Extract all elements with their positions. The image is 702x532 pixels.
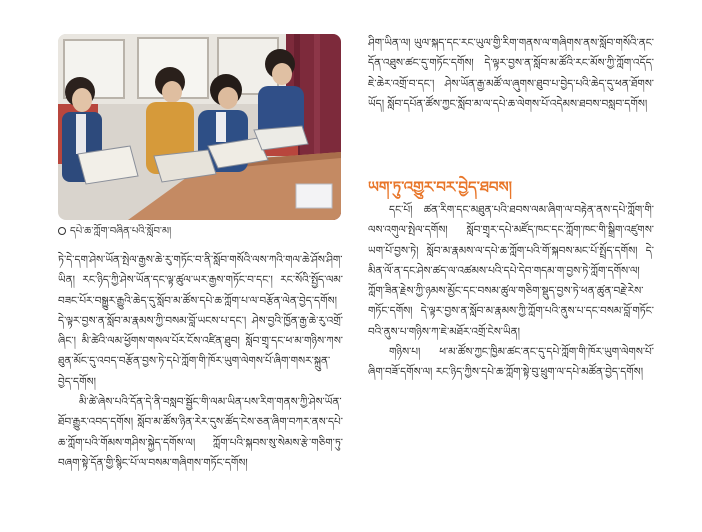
left-paragraph-1: ཏེ་དེ་དག་ཤེས་ཡོན་སྤེལ་རྒྱས་ཆེ་རུ་གཏོང་བ་ནི་སློབ་གསོའི་ལས་ཀའི་གལ་ཆེ་ཤོས་ཤིག་ཡིན། རང་ཉིད་ཀྱི་ཤེས་ཡོན་དང་ལྟ་ཚུལ་ཡར་རྒྱས་གཏོང་བ་དང་། རང་སོའི་སྤྱོད་ལམ་བཟང་པོར་བསྒྱུར་རྒྱུའི་ཆེད་དུ་སློབ་མ་ཚོས་དཔེ་ཆ་ཀློག་པ་ལ་བརྩོན་ལེན་བྱེད་དགོས། དེ་ལྟར་བྱས་ན་སློབ་མ་རྣམས་ཀྱི་བསམ་བློ་ཡངས་པ་དང་། ཤེས་བྱའི་ཁྱོན་རྒྱ་ཆེ་རུ་འགྲོ་ཞིང་། མི་ཚེའི་ལམ་ཕྱོགས་གསལ་པོར་ངོས་འཛིན་ཐུབ། སློབ་གྲྭ་དང་ཕ་མ་གཉིས་ཀས་ཐུན་མོང་དུ་འབད་བརྩོན་བྱས་ཏེ་དཔེ་ཀློག་གི་ཁོར་ཡུག་ལེགས་པོ་ཞིག་གསར་སྐྲུན་བྱེད་དགོས།	[58, 254, 343, 388]
right-top-paragraph-1: ཤིག་ཡིན་ལ། ཡུལ་སྐད་དང་རང་ཡུལ་གྱི་རིག་གནས་ལ་གཞིགས་ནས་སློབ་གསོའི་ནང་དོན་འཐུས་ཚང་དུ་གཏོང་དགོས། དེ་ལྟར་བྱས་ན་སློབ་མ་ཚོའི་རང་མོས་ཀྱི་ཀློག་འདོད་ཇེ་ཆེར་འགྲོ་བ་དང་། ཤེས་ཡོན་རྒྱ་མཚོ་ལ་ཞུགས་ཐུབ་པ་བྱེད་པའི་ཆེད་དུ་ཕན་ཐོགས་ཡོད། སློབ་དཔོན་ཚོས་ཀྱང་སློབ་མ་ལ་དཔེ་ཆ་ལེགས་པོ་འདེམས་ཐབས་བསླབ་དགོས།	[368, 37, 654, 110]
caption-text: དཔེ་ཆ་ཀློག་བཞིན་པའི་སློབ་མ།	[70, 226, 172, 237]
section-heading: ཡག་ཏུ་འགྱུར་བར་བྱེད་ཐབས།	[368, 178, 513, 196]
right-bottom-paragraph-1: དང་པོ། ཚན་རིག་དང་མཐུན་པའི་ཐབས་ལམ་ཞིག་ལ་བརྟེན་ནས་དཔེ་ཀློག་གི་ལས་འགུལ་སྤེལ་དགོས། སློབ་གྲྭར་དཔེ་མཛོད་ཁང་དང་ཀློག་ཁང་གི་སྒྲིག་འཛུགས་ཡག་པོ་བྱས་ཏེ། སློབ་མ་རྣམས་ལ་དཔེ་ཆ་ཀློག་པའི་གོ་སྐབས་མང་པོ་སྤྲོད་དགོས། དེ་མིན་ལོ་ན་དང་ཤེས་ཚད་ལ་འཚམས་པའི་དཔེ་དེབ་གདམ་ག་བྱས་ཏེ་ཀློག་དགོས་ལ། ཀློག་ཟིན་རྗེས་ཀྱི་ཉམས་མྱོང་དང་བསམ་ཚུལ་གཅིག་སྡུད་བྱས་ཏེ་ཕན་ཚུན་བརྗེ་རེས་གཏོང་དགོས། དེ་ལྟར་བྱས་ན་སློབ་མ་རྣམས་ཀྱི་ཀློག་པའི་ནུས་པ་དང་བསམ་བློ་གཏོང་བའི་ནུས་པ་གཉིས་ཀ་ཇེ་མཐོར་འགྲོ་ངེས་ཡིན།	[368, 204, 654, 338]
right-bottom-text-column	[368, 200, 654, 532]
students-reading-photo	[58, 34, 341, 220]
left-text-column	[58, 250, 343, 532]
caption-bullet-icon	[58, 227, 66, 235]
right-bottom-paragraph-2: གཉིས་པ། ཕ་མ་ཚོས་ཀྱང་ཁྱིམ་ཚང་ནང་དུ་དཔེ་ཀློག་གི་ཁོར་ཡུག་ལེགས་པོ་ཞིག་བཟོ་དགོས་ལ། རང་ཉིད་ཀྱིས་དཔེ་ཆ་ཀློག་སྟེ་བུ་ཕྲུག་ལ་དཔེ་མཚོན་བྱེད་དགོས།	[368, 346, 654, 379]
right-top-text-column	[368, 33, 654, 163]
photo-caption	[58, 224, 341, 240]
left-paragraph-2: མི་ཚེ་ཞེས་པའི་དོན་དེ་ནི་བསླབ་སྦྱོང་གི་ལམ་ཡིན་པས་རིག་གནས་ཀྱི་ཤེས་ཡོན་ཐོབ་རྒྱུར་འབད་དགོས། སློབ་མ་ཚོས་ཉིན་རེར་དུས་ཚོད་ངེས་ཅན་ཞིག་བཀར་ནས་དཔེ་ཆ་ཀློག་པའི་གོམས་གཤིས་སྐྱེད་དགོས་ལ། ཀློག་པའི་སྐབས་སུ་སེམས་རྩེ་གཅིག་ཏུ་བཞག་སྟེ་དོན་གྱི་སྙིང་པོ་ལ་བསམ་གཞིགས་གཏོང་དགོས།	[58, 396, 343, 469]
